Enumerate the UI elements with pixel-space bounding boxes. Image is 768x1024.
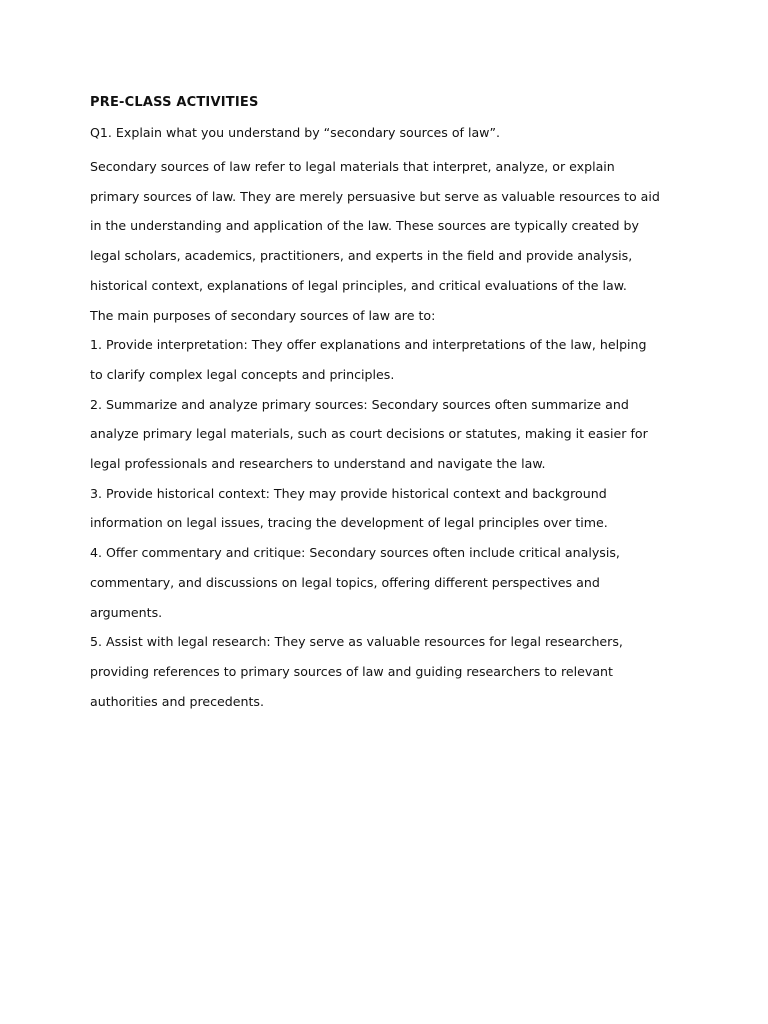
list-item-1-line: 1. Provide interpretation: They offer explanations and interpretations of the law, helping <box>90 337 647 353</box>
list-item-5-line: providing references to primary sources of law and guiding researchers to relevant <box>90 663 613 679</box>
answer-body <box>90 152 690 716</box>
answer-line: Secondary sources of law refer to legal materials that interpret, analyze, or explain <box>90 159 615 174</box>
list-item-3-line: information on legal issues, tracing the development of legal principles over time. <box>90 515 608 531</box>
list-item-4-line: arguments. <box>90 604 163 620</box>
list-item-4-line: 4. Offer commentary and critique: Secondary sources often include critical analysis, <box>90 545 620 561</box>
answer-line: primary sources of law. They are merely persuasive but serve as valuable resources to aid <box>90 188 660 204</box>
answer-line: historical context, explanations of legal principles, and critical evaluations of the law. <box>90 277 627 293</box>
question-text: Q1. Explain what you understand by “secondary sources of law”. <box>90 125 501 140</box>
list-item-3-line: 3. Provide historical context: They may provide historical context and background <box>90 485 607 501</box>
document-page <box>90 94 690 716</box>
list-item-5-line: 5. Assist with legal research: They serve as valuable resources for legal researchers, <box>90 634 623 650</box>
list-item-2-line: legal professionals and researchers to understand and navigate the law. <box>90 456 546 472</box>
list-item-5-line: authorities and precedents. <box>90 693 264 709</box>
list-item-2-line: 2. Summarize and analyze primary sources: Secondary sources often summarize and <box>90 396 629 412</box>
purposes-intro: The main purposes of secondary sources of law are to: <box>90 307 436 323</box>
list-item-4-line: commentary, and discussions on legal topics, offering different perspectives and <box>90 574 600 590</box>
list-item-2-line: analyze primary legal materials, such as court decisions or statutes, making it easier for <box>90 426 648 442</box>
section-heading: PRE-CLASS ACTIVITIES <box>90 95 259 110</box>
answer-line: in the understanding and application of the law. These sources are typically created by <box>90 218 639 234</box>
answer-line: legal scholars, academics, practitioners, and experts in the field and provide analysis, <box>90 248 633 264</box>
list-item-1-line: to clarify complex legal concepts and principles. <box>90 366 395 382</box>
